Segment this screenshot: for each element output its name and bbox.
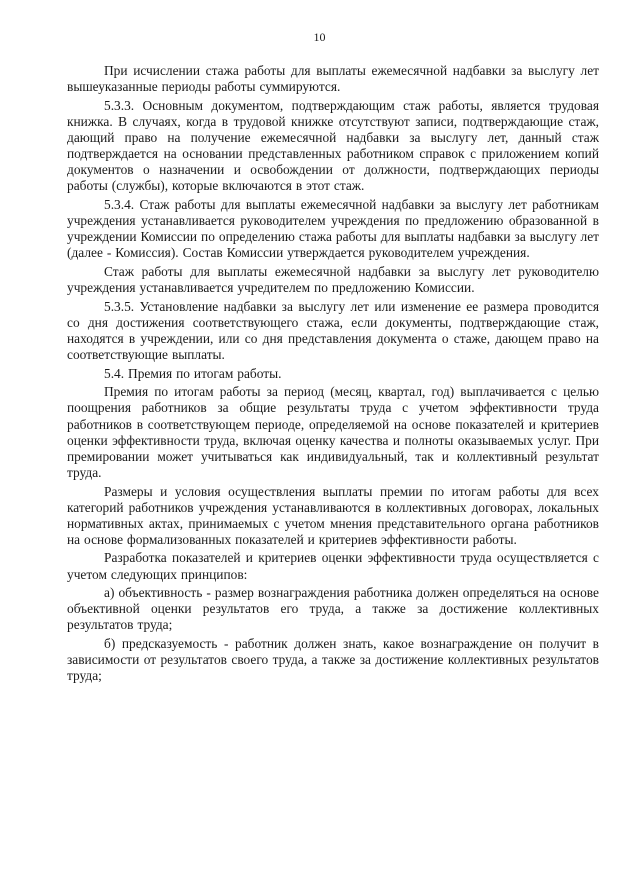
section-heading: 5.4. Премия по итогам работы.	[104, 365, 282, 381]
paragraph: 5.3.3. Основным документом, подтверждающим стаж работы, является трудовая книжка. В случаях, когда в трудовой книжке отсутствуют записи, подтверждающие стаж, дающий право на получение ежемесячной надбавки за выслугу лет, данный стаж подтверждается на основании представленных работником справок с приложением копий документов о назначении и освобождении от должности, подтверждающих периоды работы (службы), которые включаются в этот стаж.	[67, 97, 599, 194]
page-number: 10	[313, 30, 326, 44]
paragraph: Размеры и условия осуществления выплаты премии по итогам работы для всех категорий работников учреждения устанавливаются в коллективных договорах, локальных нормативных актах, принимаемых с учетом мнения представительного органа работников на основе формализованных показателей и критериев эффективности работы.	[67, 483, 599, 547]
paragraph: Разработка показателей и критериев оценки эффективности труда осуществляется с учетом следующих принципов:	[67, 550, 599, 582]
paragraph: 5.3.5. Установление надбавки за выслугу лет или изменение ее размера проводится со дня достижения соответствующего стажа, если документы, подтверждающие стаж, находятся в учреждении, или со дня представления документа о стаже, дающем право на соответствующие выплаты.	[67, 298, 599, 362]
document-body	[67, 63, 599, 687]
paragraph: Стаж работы для выплаты ежемесячной надбавки за выслугу лет руководителю учреждения устанавливается учредителем по предложению Комиссии.	[67, 263, 599, 295]
list-item: б) предсказуемость - работник должен знать, какое вознаграждение он получит в зависимости от результатов своего труда, а также за достижение коллективных результатов труда;	[67, 636, 599, 684]
paragraph: 5.3.4. Стаж работы для выплаты ежемесячной надбавки за выслугу лет работникам учреждения устанавливается руководителем учреждения по предложению образованной в учреждении Комиссии по определению стажа работы для выплаты надбавки за выслугу лет (далее - Комиссия). Состав Комиссии утверждается руководителем учреждения.	[67, 196, 599, 261]
list-item: а) объективность - размер вознаграждения работника должен определяться на основе объективной оценки результатов его труда, а также за достижение коллективных результатов труда;	[67, 585, 599, 633]
paragraph: При исчислении стажа работы для выплаты ежемесячной надбавки за выслугу лет вышеуказанные периоды работы суммируются.	[67, 63, 599, 95]
paragraph: Премия по итогам работы за период (месяц, квартал, год) выплачивается с целью поощрения работников за общие результаты труда с учетом эффективности труда работников в соответствующем периоде, определяемой на основе показателей и критериев оценки эффективности труда, включая оценку качества и полноты оказываемых услуг. При премировании может учитываться как индивидуальный, так и коллективный результат труда.	[67, 384, 599, 480]
